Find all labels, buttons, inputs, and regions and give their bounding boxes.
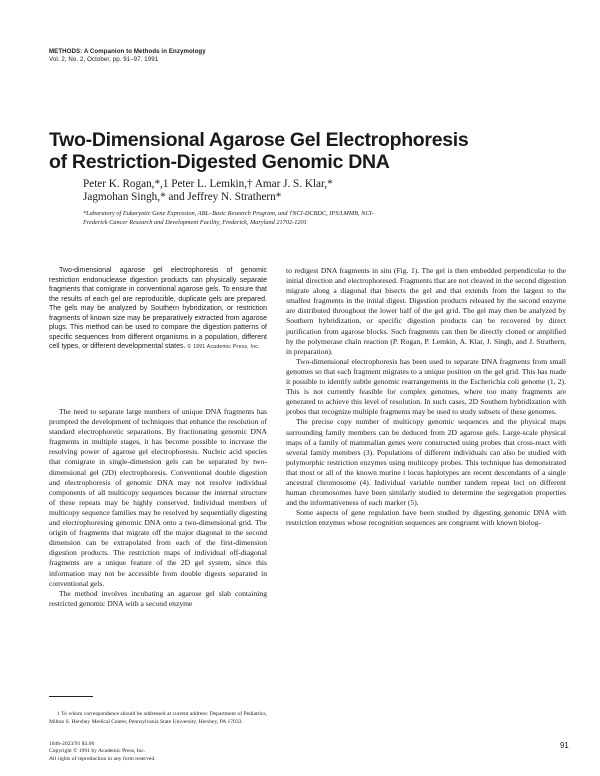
authors-line-1: Peter K. Rogan,*,1 Peter L. Lemkin,† Amar J. S. Klar,*	[83, 178, 333, 190]
rights-line: All rights of reproduction in any form reserved.	[49, 755, 156, 762]
left-column	[49, 407, 267, 609]
journal-name: METHODS: A Companion to Methods in Enzymology	[49, 48, 206, 55]
authors-line-2: Jagmohan Singh,* and Jeffrey N. Strathern*	[83, 191, 282, 204]
abstract-text: Two-dimensional agarose gel electrophoresis of genomic restriction endonuclease digestion products can physically separate fragments that comigrate in conventional agarose gels. To ensure that the results of each gel are reproducible, duplicate gels are prepared. The gels may be analyzed by Southern hybridization, or restriction fragments of known size may be preparatively extracted from agarose plugs. This method can be used to compare the digestion patterns of specific sequences from different organisms in a population, different cell types, or different developmental states.	[49, 267, 267, 351]
body-paragraph: The need to separate large numbers of unique DNA fragments has prompted the development of techniques that enhance the resolution of standard electrophoretic separations. By fractionating genomic DNA fragments in multiple stages, it has become possible to increase the resolving power of agarose gel electrophoresis. Nucleic acid species that comigrate in single-dimension gels can be separated by two-dimensional gel (2D) electrophoresis. Conventional double digestion and electrophoresis of genomic DNA may not resolve individual components of all multicopy sequences because the internal structure of these repeats may be highly conserved. Individual members of multicopy sequence families may be resolved by sequentially digesting and electrophoresing genomic DNA onto a two-dimensional grid. The origin of fragments that migrate off the major diagonal in the second dimension can be extrapolated from each of the first-dimension digestion products. The restriction maps of individual off-diagonal fragments are a unique feature of the 2D gel system, since this information may not be accessible from double digests separated in conventional gels.	[49, 407, 267, 588]
body-paragraph: The precise copy number of multicopy genomic sequences and the physical maps surrounding family members can be deduced from 2D agarose gels. Large-scale physical maps of a family of mammalian genes were constructed using probes that cross-react with several family members (3). Populations of different individuals can also be studied with polymorphic restriction enzymes using multicopy probes. This technique has demonstrated that most or all of the known murine t locus haplotypes are recent descendants of a single ancestral chromosome (4). Individual variable number tandem repeat loci on different human chromosomes have been similarly studied to determine the segregation properties and the informativeness of each marker (5).	[286, 417, 566, 508]
affiliations	[83, 210, 553, 227]
footnote-rule	[49, 696, 93, 697]
title-line-1: Two-Dimensional Agarose Gel Electrophoresis	[49, 129, 469, 151]
abstract-copyright: © 1991 Academic Press, Inc.	[187, 344, 260, 351]
issn-line: 1046-2023/91 $3.00	[49, 741, 95, 747]
article-title	[49, 129, 569, 173]
body-paragraph: Some aspects of gene regulation have been studied by digesting genomic DNA with restriction enzymes whose recognition sequences are congruent with known biolog-	[286, 508, 566, 528]
journal-header	[49, 48, 206, 64]
body-paragraph: The method involves incubating an agarose gel slab containing restricted genomic DNA with a second enzyme	[49, 588, 267, 608]
copyright-block	[49, 741, 269, 763]
right-column	[286, 266, 566, 528]
affiliation-line-2: Frederick Cancer Research and Development Facility, Frederick, Maryland 21702-1201	[83, 218, 307, 226]
body-paragraph: to redigest DNA fragments in situ (Fig. 1). The gel is then embedded perpendicular to the initial direction and electrophoresed. Fragments that are not cleaved in the second digestion migrate along a diagonal that bisects the gel and that extends from the largest to the smallest fragments in the initial digest. Digestion products released by the second enzyme are distributed throughout the lower half of the gel grid. The gel may then be analyzed by Southern hybridization, or specific digestion products can be recovered by direct purification from agarose blocks. Such fragments can then be directly cloned or amplified by the polymerase chain reaction (P. Rogan, P. Lemkin, A. Klar, J. Singh, and J. Strathern, in preparation).	[286, 266, 566, 356]
page-number: 91	[560, 741, 569, 750]
title-line-2: of Restriction-Digested Genomic DNA	[49, 151, 390, 173]
abstract	[49, 266, 267, 353]
journal-issue: Vol. 2, No. 2, October, pp. 91–97, 1991	[49, 56, 159, 63]
affiliation-line-1: *Laboratory of Eukaryotic Gene Expression, ABL–Basic Research Program, and †NCI-DCBDC, IPS/LMMB, NCI-	[83, 210, 374, 217]
footnote-text: 1 To whom correspondence should be addressed at current address: Department of Pediatrics, Milton S. Hershey Medical Center, Pennsylvania State University, Hershey, PA 17033.	[49, 711, 267, 725]
authors	[83, 178, 563, 204]
footnote	[49, 711, 267, 726]
body-paragraph: Two-dimensional electrophoresis has been used to separate DNA fragments from small genomes so that each fragment migrates to a unique position on the gel grid. This has made it possible to identify subtle genomic rearrangements in the Escherichia coli genome (1, 2). This is not currently feasible for complex genomes, where too many fragments are generated to achieve this level of resolution. In such cases, 2D Southern hybridization with probes that recognize multiple fragments may be used to study subsets of these genomes.	[286, 356, 566, 417]
copyright-line: Copyright © 1991 by Academic Press, Inc.	[49, 748, 146, 755]
